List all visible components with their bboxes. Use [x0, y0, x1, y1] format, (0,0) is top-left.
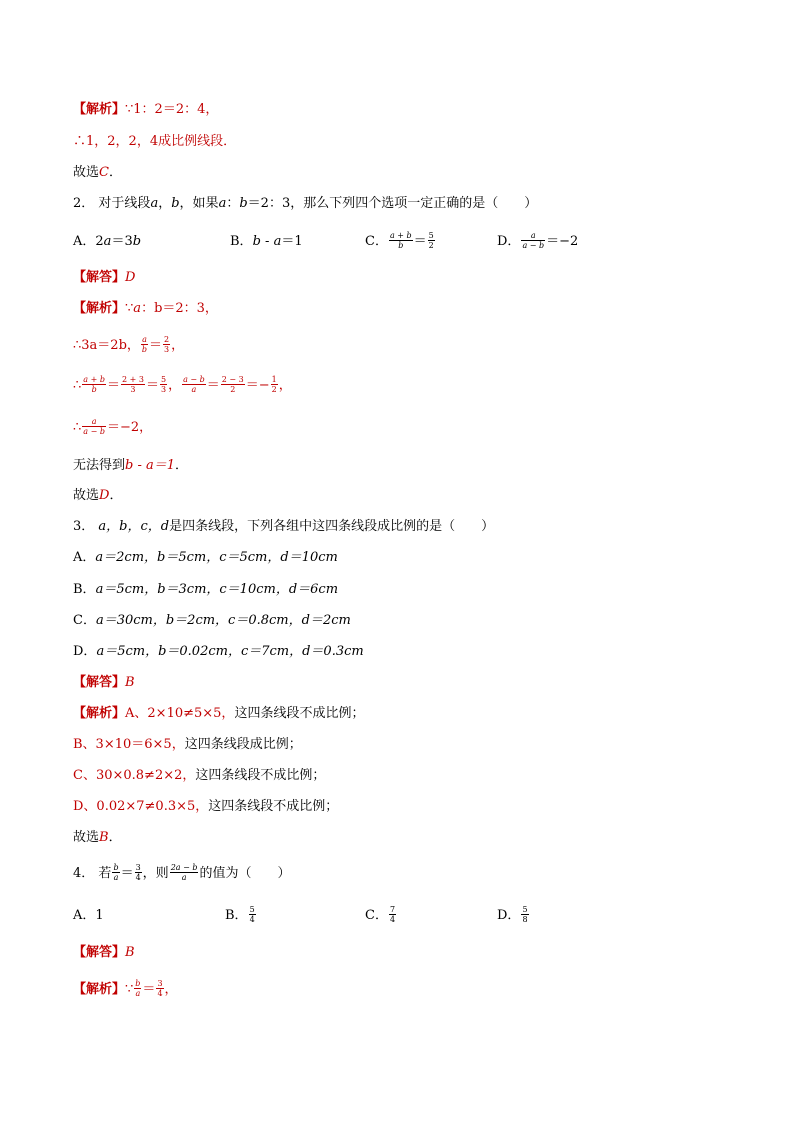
option-b — [73, 580, 338, 600]
analysis-text: 这四条线段不成比例； — [195, 768, 326, 783]
answer-line — [73, 673, 135, 693]
analysis-text: ∴3a＝2b， — [73, 338, 140, 353]
option-label: C． — [73, 613, 96, 628]
choice-punct: ． — [108, 830, 122, 845]
fraction — [428, 231, 435, 250]
fraction-numerator: 3 — [135, 863, 141, 872]
fraction — [221, 375, 245, 394]
fraction — [170, 863, 199, 882]
choice-text: 故选 — [73, 165, 100, 180]
option-expr: b — [132, 234, 142, 249]
analysis-text: ＝ — [145, 378, 159, 393]
analysis-text: ＝− — [245, 378, 270, 393]
var-a: a — [218, 196, 227, 211]
var-a: a — [150, 196, 159, 211]
analysis-tag: 【解析】 — [73, 301, 126, 316]
fraction — [135, 863, 142, 882]
stem-vars: a，b，c，d — [98, 519, 170, 534]
analysis-text: ∴ — [73, 420, 82, 435]
option-label: C． — [365, 908, 388, 923]
analysis-text: 这四条线段不成比例； — [208, 799, 339, 814]
fraction-denominator: 8 — [522, 915, 528, 924]
analysis-expr: B、3×10＝6×5， — [73, 737, 185, 752]
fraction-numerator: 3 — [157, 979, 163, 988]
choice-punct: ． — [108, 165, 122, 180]
option-expr: - — [260, 234, 274, 249]
option-label: A． — [73, 234, 96, 249]
fraction — [389, 905, 396, 924]
stem-text: 是四条线段，下列各组中这四条线段成比例的是（ ） — [169, 519, 495, 534]
stem-text: 若 — [98, 866, 112, 881]
fraction-numerator: 5 — [522, 905, 528, 914]
analysis-text: ∴1，2，2，4成比例线段． — [73, 134, 237, 149]
question-number: 4． — [73, 866, 95, 881]
choice-letter: D — [99, 488, 110, 503]
option-label: B． — [230, 234, 253, 249]
fraction-denominator: a — [181, 873, 187, 882]
answer-letter: B — [125, 675, 135, 690]
fraction-denominator: a — [135, 989, 141, 998]
fraction-denominator: 4 — [135, 873, 141, 882]
option-label: C． — [365, 234, 388, 249]
analysis-line — [73, 132, 236, 152]
analysis-text: ∵1：2＝2：4， — [125, 102, 219, 117]
fraction-numerator: a + b — [389, 231, 412, 240]
analysis-text: ＝−2， — [106, 420, 153, 435]
analysis-tag: 【解析】 — [73, 102, 126, 117]
option-text: a＝5cm，b＝3cm，c＝10cm，d＝6cm — [95, 582, 339, 597]
fraction-denominator: 4 — [389, 915, 396, 924]
analysis-expr: b - a＝1 — [125, 458, 176, 473]
fraction-denominator: b — [91, 385, 97, 394]
choice-letter: C — [99, 165, 109, 180]
fraction-denominator: b — [398, 241, 404, 250]
stem-text: ，如果 — [179, 196, 219, 211]
fraction-numerator: a — [142, 335, 147, 344]
fraction-numerator: 5 — [160, 375, 167, 384]
fraction — [521, 905, 528, 924]
stem-colon: ： — [226, 196, 240, 211]
analysis-text: ， — [278, 378, 292, 393]
fraction-numerator: b — [113, 863, 119, 872]
option-b — [230, 232, 303, 252]
analysis-text: ∵ — [125, 301, 134, 316]
answer-tag: 【解答】 — [73, 945, 126, 960]
fraction-denominator: 4 — [249, 915, 255, 924]
option-expr: ＝−2 — [546, 234, 579, 249]
option-expr: 2 — [95, 234, 104, 249]
fraction-numerator: 2 + 3 — [121, 375, 144, 384]
fraction-numerator: b — [135, 979, 141, 988]
analysis-text: ， — [168, 378, 182, 393]
stem-sep: ， — [158, 196, 172, 211]
stem-text: ＝ — [120, 866, 134, 881]
choice-text: 故选 — [73, 488, 100, 503]
choice-letter: B — [99, 830, 109, 845]
fraction — [271, 375, 278, 394]
answer-tag: 【解答】 — [73, 270, 126, 285]
fraction — [249, 905, 256, 924]
fraction — [156, 979, 163, 998]
analysis-line — [73, 456, 188, 476]
option-a — [73, 548, 338, 568]
choice-line — [73, 163, 122, 183]
analysis-line — [73, 797, 338, 817]
var-a: a — [133, 301, 142, 316]
fraction-numerator: a + b — [83, 375, 105, 384]
option-d — [73, 642, 364, 662]
fraction — [82, 375, 106, 394]
fraction-denominator: 4 — [157, 989, 163, 998]
analysis-text: ， — [164, 982, 178, 997]
fraction — [521, 231, 545, 250]
option-expr: a — [273, 234, 282, 249]
question-number: 3． — [73, 519, 95, 534]
fraction — [163, 335, 170, 354]
fraction-numerator: 1 — [271, 375, 277, 384]
question-4-stem — [73, 864, 290, 884]
option-a — [73, 906, 104, 926]
analysis-line — [73, 100, 218, 120]
fraction-denominator: 3 — [164, 345, 170, 354]
fraction-numerator: 2 − 3 — [221, 375, 244, 384]
option-text: a＝2cm，b＝5cm，c＝5cm，d＝10cm — [95, 550, 338, 565]
fraction-denominator: a — [113, 873, 119, 882]
option-expr: ＝1 — [281, 234, 303, 249]
analysis-line — [73, 376, 292, 396]
analysis-expr: D、0.02×7≠0.3×5， — [73, 799, 209, 814]
analysis-text: ＝ — [142, 982, 156, 997]
stem-text: 对于线段 — [98, 196, 151, 211]
option-label: D． — [73, 644, 97, 659]
analysis-line — [73, 704, 364, 724]
fraction — [121, 375, 145, 394]
option-label: D． — [497, 908, 521, 923]
analysis-tag: 【解析】 — [73, 982, 126, 997]
answer-tag: 【解答】 — [73, 675, 126, 690]
analysis-expr: C、30×0.8≠2×2， — [73, 768, 196, 783]
analysis-text: ∵ — [125, 982, 134, 997]
fraction-numerator: a − b — [183, 375, 205, 384]
stem-text: ，则 — [142, 866, 169, 881]
fraction-denominator: a − b — [83, 427, 105, 436]
stem-text: 的值为（ ） — [199, 866, 291, 881]
analysis-line — [73, 418, 152, 438]
choice-text: 故选 — [73, 830, 100, 845]
fraction — [389, 231, 413, 250]
option-a — [73, 232, 141, 252]
analysis-text: ：b＝2：3， — [141, 301, 218, 316]
fraction-denominator: 2 — [271, 385, 277, 394]
analysis-text: 无法得到 — [73, 458, 126, 473]
stem-text: ＝2：3，那么下列四个选项一定正确的是（ ） — [247, 196, 538, 211]
analysis-text: ∴ — [73, 378, 82, 393]
fraction-denominator: a − b — [522, 241, 545, 250]
option-expr: a — [103, 234, 112, 249]
analysis-text: ， — [171, 338, 185, 353]
fraction — [182, 375, 206, 394]
question-number: 2． — [73, 196, 95, 211]
fraction-numerator: 7 — [389, 905, 396, 914]
fraction-numerator: a — [82, 417, 106, 427]
analysis-text: 这四条线段不成比例； — [234, 706, 365, 721]
fraction-numerator: 2 — [164, 335, 170, 344]
option-c — [73, 611, 351, 631]
fraction-denominator: 3 — [130, 385, 136, 394]
var-b: b — [239, 196, 248, 211]
analysis-line — [73, 766, 325, 786]
analysis-line — [73, 299, 218, 319]
analysis-text: ＝ — [106, 378, 120, 393]
var-b: b — [171, 196, 180, 211]
fraction — [82, 417, 106, 436]
option-c — [365, 906, 397, 926]
option-d — [497, 232, 578, 252]
option-label: A． — [73, 550, 96, 565]
fraction-denominator: 2 — [230, 385, 236, 394]
option-label: B． — [73, 582, 96, 597]
analysis-text: ． — [175, 458, 189, 473]
answer-letter: B — [125, 945, 135, 960]
fraction-denominator: 3 — [160, 385, 167, 394]
option-d — [497, 906, 530, 926]
option-label: A． — [73, 908, 96, 923]
analysis-line — [73, 336, 184, 356]
option-value: 1 — [95, 908, 104, 923]
analysis-text: ＝ — [149, 338, 163, 353]
option-expr: ＝ — [413, 234, 427, 249]
fraction-denominator: a — [191, 385, 197, 394]
fraction-denominator: 2 — [428, 241, 434, 250]
option-label: B． — [225, 908, 248, 923]
choice-line — [73, 486, 122, 506]
fraction-numerator: a — [521, 231, 545, 241]
analysis-line — [73, 735, 302, 755]
option-expr: ＝3 — [111, 234, 133, 249]
fraction-denominator: b — [141, 345, 148, 354]
answer-letter: D — [125, 270, 136, 285]
fraction — [112, 863, 119, 882]
fraction-numerator: 5 — [428, 231, 434, 240]
question-3-stem — [73, 517, 494, 537]
fraction-numerator: 5 — [249, 905, 255, 914]
option-expr: b — [252, 234, 261, 249]
fraction — [134, 979, 141, 998]
fraction-numerator: 2a − b — [170, 863, 198, 872]
choice-punct: ． — [109, 488, 123, 503]
answer-line — [73, 943, 135, 963]
option-b — [225, 906, 257, 926]
option-label: D． — [497, 234, 521, 249]
answer-line — [73, 268, 135, 288]
analysis-expr: A、2×10≠5×5， — [125, 706, 235, 721]
option-text: a＝30cm，b＝2cm，c＝0.8cm，d＝2cm — [95, 613, 351, 628]
choice-line — [73, 828, 122, 848]
analysis-line — [73, 980, 178, 1000]
option-text: a＝5cm，b＝0.02cm，c＝7cm，d＝0.3cm — [96, 644, 364, 659]
analysis-text: ＝ — [206, 378, 220, 393]
fraction — [160, 375, 167, 394]
option-c — [365, 232, 436, 252]
fraction — [141, 335, 148, 354]
analysis-text: 这四条线段成比例； — [184, 737, 302, 752]
analysis-tag: 【解析】 — [73, 706, 126, 721]
question-2-stem — [73, 194, 537, 214]
